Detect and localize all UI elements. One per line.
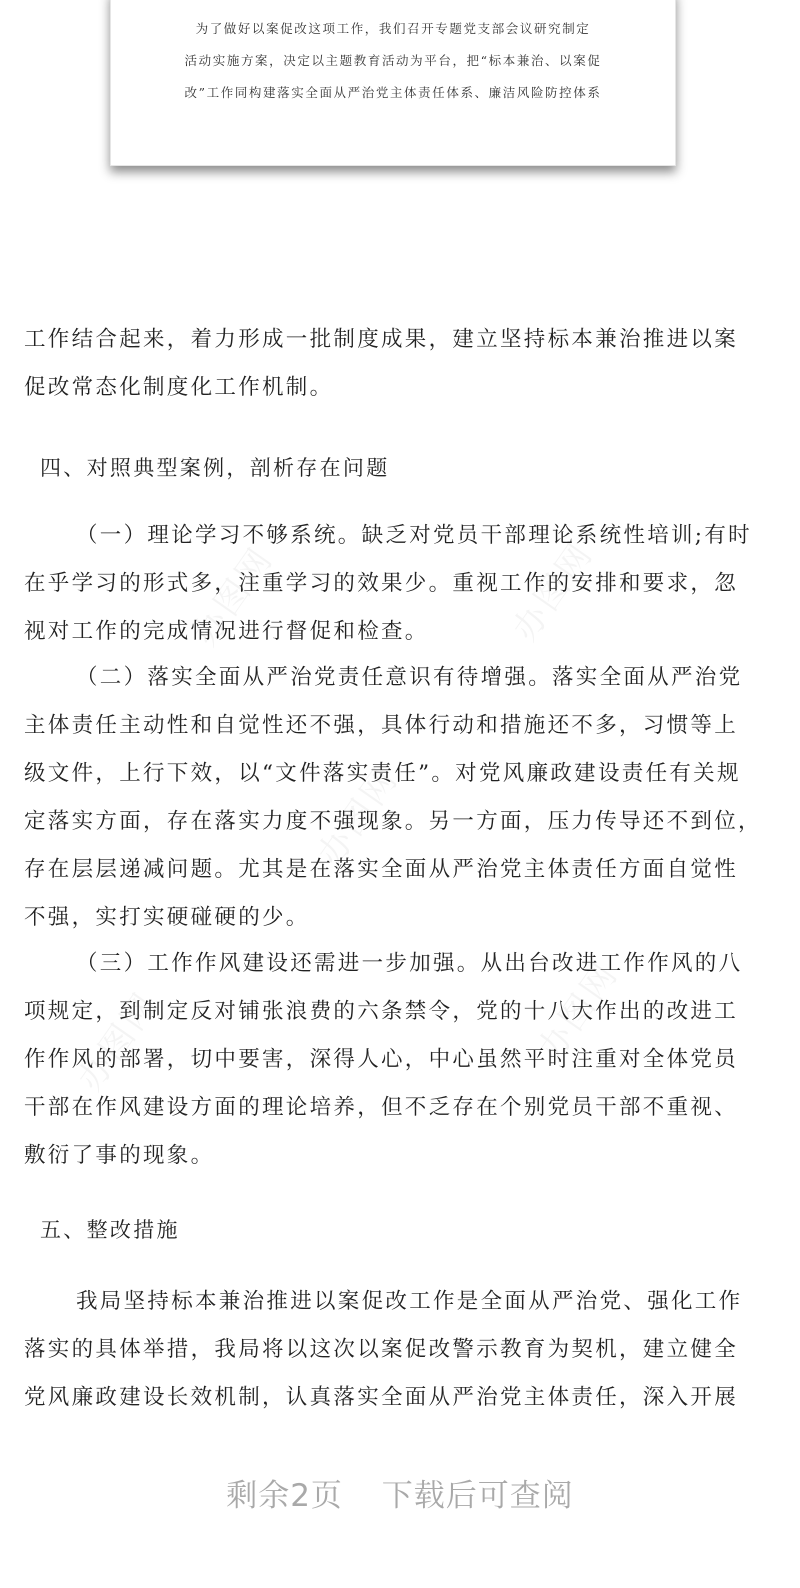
body-text-line: 落实的具体举措，我局将以这次以案促改警示教育为契机，建立健全 bbox=[24, 1337, 739, 1362]
download-to-view-text[interactable]: 下载后可查阅 bbox=[381, 1478, 574, 1514]
preview-line: 改”工作同构建落实全面从严治党主体责任体系、廉洁风险防控体系 bbox=[184, 85, 602, 100]
body-text-line: 促改常态化制度化工作机制。 bbox=[24, 375, 334, 400]
body-text-line: （三）工作作风建设还需进一步加强。从出台改进工作作风的八 bbox=[76, 951, 743, 976]
section-heading: 四、对照典型案例，剖析存在问题 bbox=[40, 456, 390, 480]
body-text-line: 敷衍了事的现象。 bbox=[24, 1143, 215, 1168]
body-text-line: 干部在作风建设方面的理论培养，但不乏存在个别党员干部不重视、 bbox=[24, 1095, 739, 1120]
body-text-line: 不强，实打实硬碰硬的少。 bbox=[24, 905, 310, 930]
body-text-line: 项规定，到制定反对铺张浪费的六条禁令，党的十八大作出的改进工 bbox=[24, 999, 739, 1024]
body-text-line: 工作结合起来，着力形成一批制度成果，建立坚持标本兼治推进以案 bbox=[24, 327, 739, 352]
body-text-line: 党风廉政建设长效机制，认真落实全面从严治党主体责任，深入开展 bbox=[24, 1385, 739, 1410]
body-text-line: 在乎学习的形式多，注重学习的效果少。重视工作的安排和要求，忽 bbox=[24, 571, 739, 596]
remaining-pages-text: 剩余2页 bbox=[226, 1478, 343, 1514]
body-text-line: 级文件，上行下效，以“文件落实责任”。对党风廉政建设责任有关规 bbox=[24, 761, 741, 786]
body-text-line: 我局坚持标本兼治推进以案促改工作是全面从严治党、强化工作 bbox=[76, 1289, 743, 1314]
body-text-line: 主体责任主动性和自觉性还不强，具体行动和措施还不多，习惯等上 bbox=[24, 713, 739, 738]
body-text-line: 作作风的部署，切中要害，深得人心，中心虽然平时注重对全体党员 bbox=[24, 1047, 739, 1072]
download-prompt[interactable] bbox=[0, 1470, 800, 1515]
body-text-line: 存在层层递减问题。尤其是在落实全面从严治党主体责任方面自觉性 bbox=[24, 857, 739, 882]
body-text-line: （二）落实全面从严治党责任意识有待增强。落实全面从严治党 bbox=[76, 665, 743, 690]
preview-line: 活动实施方案，决定以主题教育活动为平台，把“标本兼治、以案促 bbox=[184, 53, 602, 68]
body-text-line: 定落实方面，存在落实力度不强现象。另一方面，压力传导还不到位， bbox=[24, 809, 762, 834]
body-text-line: （一）理论学习不够系统。缺乏对党员干部理论系统性培训;有时 bbox=[76, 523, 752, 548]
section-heading: 五、整改措施 bbox=[40, 1218, 180, 1242]
preview-line: 为了做好以案促改这项工作，我们召开专题党支部会议研究制定 bbox=[195, 21, 591, 36]
preview-card bbox=[110, 0, 676, 166]
body-text-line: 视对工作的完成情况进行督促和检查。 bbox=[24, 619, 429, 644]
